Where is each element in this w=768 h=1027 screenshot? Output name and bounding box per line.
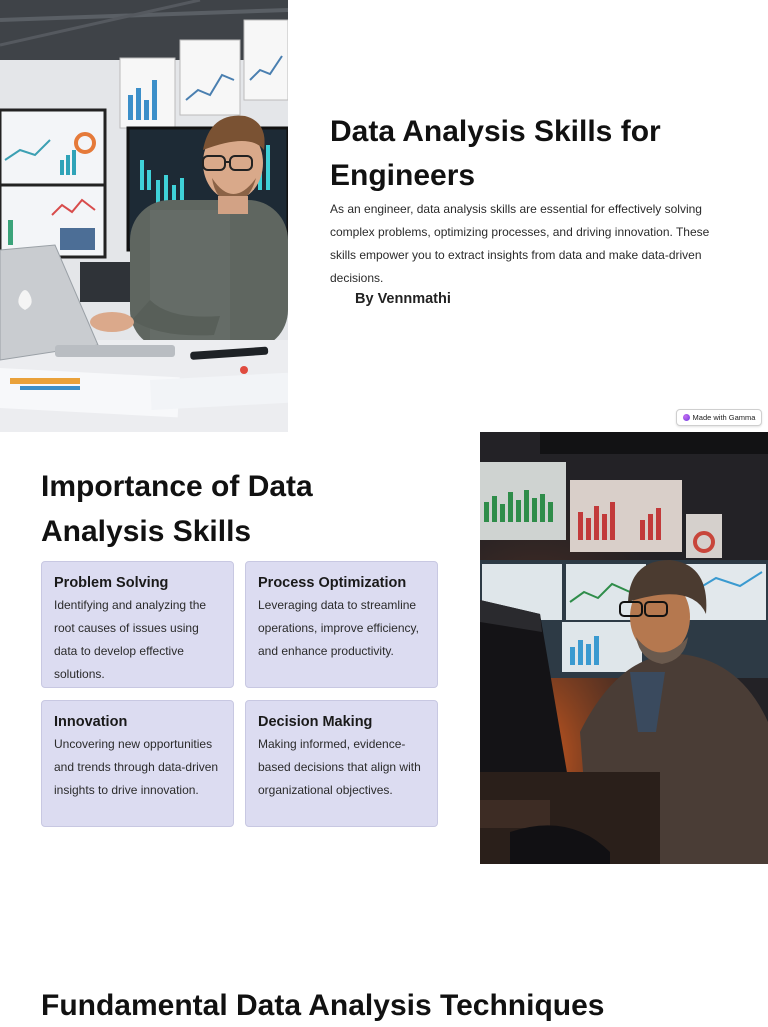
card-text: Leveraging data to streamline operations, improve efficiency, and enhance productivity. <box>258 598 419 658</box>
card-problem-solving <box>41 561 234 688</box>
intro-paragraph: As an engineer, data analysis skills are essential for effectively solving complex problems, optimizing processes, and driving innovation. These skills empower you to extract insights from data and make data-driven decisions. <box>330 202 710 285</box>
engineer-monitors-illustration <box>480 432 768 864</box>
card-text: Making informed, evidence-based decisions that align with organizational objectives. <box>258 737 421 797</box>
gamma-logo-icon <box>683 414 690 421</box>
made-with-gamma-badge[interactable] <box>676 409 762 426</box>
badge-label: Made with Gamma <box>692 413 756 422</box>
card-process-optimization <box>245 561 438 688</box>
section-title: Importance of Data Analysis Skills <box>41 470 313 548</box>
hero-text-block <box>330 110 730 307</box>
page-title: Data Analysis Skills for Engineers <box>330 115 661 192</box>
next-section-title: Fundamental Data Analysis Techniques <box>41 989 605 1022</box>
side-image <box>480 432 768 864</box>
author-byline: By Vennmathi <box>355 291 451 307</box>
card-title: Innovation <box>54 714 128 730</box>
card-decision-making <box>245 700 438 827</box>
card-title: Problem Solving <box>54 575 169 591</box>
engineer-laptop-illustration <box>0 0 288 432</box>
card-innovation <box>41 700 234 827</box>
card-text: Uncovering new opportunities and trends through data-driven insights to drive innovation. <box>54 737 219 797</box>
hero-image <box>0 0 288 432</box>
card-title: Decision Making <box>258 714 373 730</box>
card-title: Process Optimization <box>258 575 407 591</box>
card-text: Identifying and analyzing the root causes of issues using data to develop effective solutions. <box>54 598 207 681</box>
